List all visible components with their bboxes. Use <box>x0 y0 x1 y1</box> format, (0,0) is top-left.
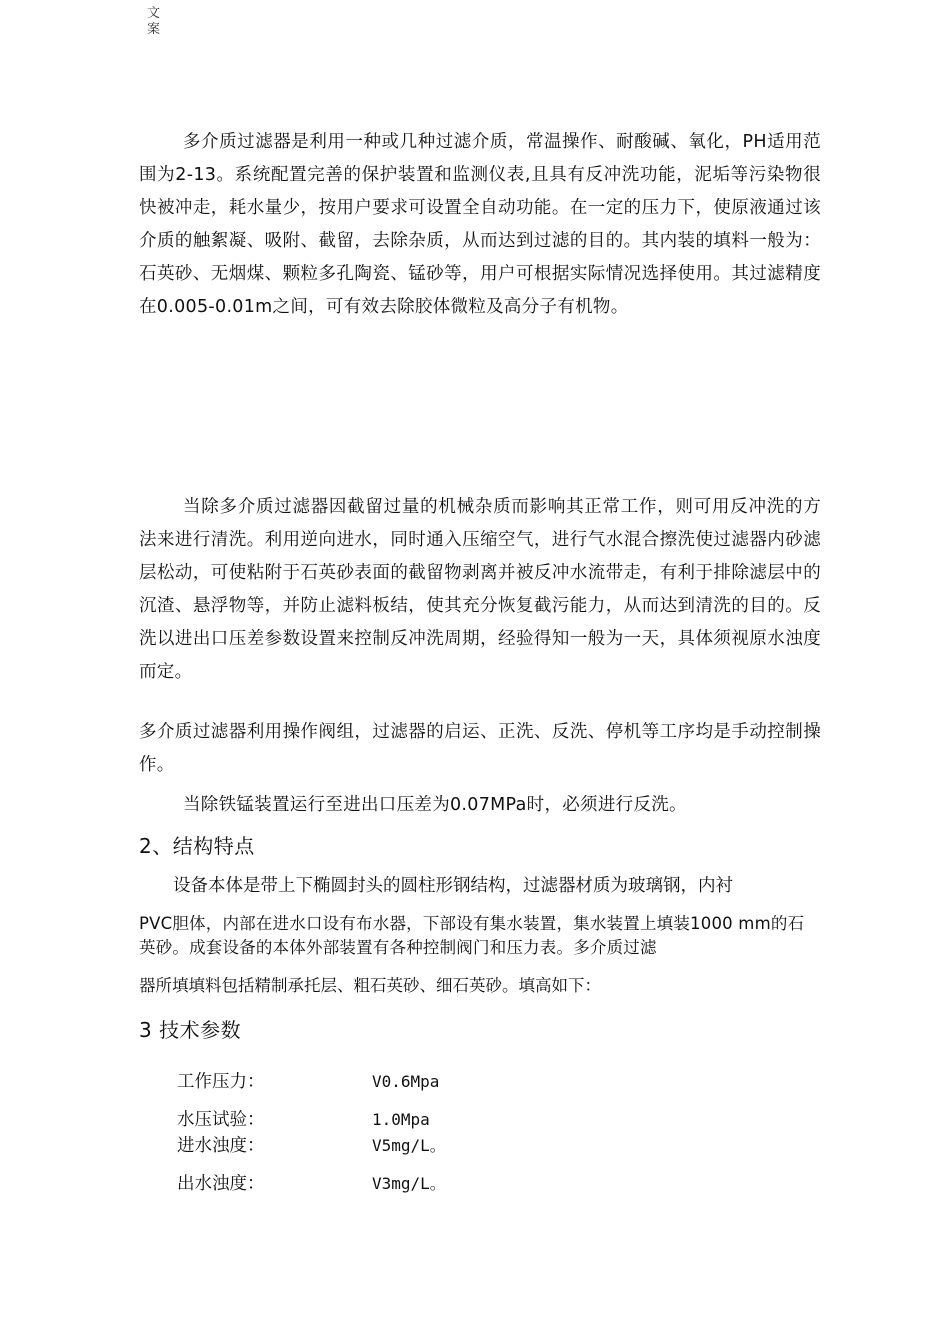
structure-line-3: 器所填填料包括精制承托层、粗石英砂、细石英砂。填高如下： <box>139 976 601 995</box>
section-heading-structure: 2、结构特点 <box>139 834 255 858</box>
param-label-inlet-turbidity: 进水浊度： <box>177 1136 265 1156</box>
param-label-outlet-turbidity: 出水浊度： <box>177 1174 265 1194</box>
structure-line-1: 设备本体是带上下椭圆封头的圆柱形钢结构，过滤器材质为玻璃钢，内衬 <box>173 876 733 896</box>
param-value-hydro-test: 1.0Mpa <box>372 1110 430 1129</box>
param-value-inlet-turbidity: V5mg/L。 <box>372 1136 446 1155</box>
structure-line-2: PVC胆体，内部在进水口设有布水器，下部设有集水装置，集水装置上填装1000 mm的石英砂。成套设备的本体外部装置有各种控制阀门和压力表。多介质过滤 <box>139 914 805 957</box>
param-value-working-pressure: V0.6Mpa <box>372 1072 440 1091</box>
page-header <box>147 6 163 38</box>
structure-paragraph <box>139 874 809 998</box>
backwash-paragraph: 当除多介质过滤器因截留过量的机械杂质而影响其正常工作，则可用反冲洗的方法来进行清洗。利用逆向进水，同时通入压缩空气，进行气水混合擦洗使过滤器内砂滤层松动，可使粘附于石英砂表面的截留物剥离并被反冲水流带走，有利于排除滤层中的沉渣、悬浮物等，并防止滤料板结，使其充分恢复截污能力，从而达到清洗的目的。反洗以进出口压差参数设置来控制反冲洗周期，经验得知一般为一天，具体须视原水浊度而定。 <box>139 497 821 682</box>
section-heading-parameters: 3 技术参数 <box>139 1018 242 1042</box>
intro-paragraph: 多介质过滤器是利用一种或几种过滤介质，常温操作、耐酸碱、氧化，PH适用范围为2-13。系统配置完善的保护装置和监测仪表,且具有反冲洗功能，泥垢等污染物很快被冲走，耗水量少，按用户要求可设置全自动功能。在一定的压力下，使原液通过该介质的触絮凝、吸附、截留，去除杂质，从而达到过滤的目的。其内装的填料一般为：石英砂、无烟煤、颗粒多孔陶瓷、锰砂等，用户可根据实际情况选择使用。其过滤精度在0.005-0.01m之间，可有效去除胶体微粒及高分子有机物。 <box>139 132 821 317</box>
param-value-outlet-turbidity: V3mg/L。 <box>372 1174 446 1193</box>
operation-paragraph: 多介质过滤器利用操作阀组，过滤器的启运、正洗、反洗、停机等工序均是手动控制操作。 <box>139 722 821 775</box>
header-char-1: 文 <box>147 6 161 21</box>
param-label-working-pressure: 工作压力： <box>177 1072 265 1092</box>
param-label-hydro-test: 水压试验： <box>177 1110 265 1130</box>
header-char-2: 案 <box>147 22 161 37</box>
pressure-note: 当除铁锰装置运行至进出口压差为0.07MPa时，必须进行反洗。 <box>183 795 687 815</box>
